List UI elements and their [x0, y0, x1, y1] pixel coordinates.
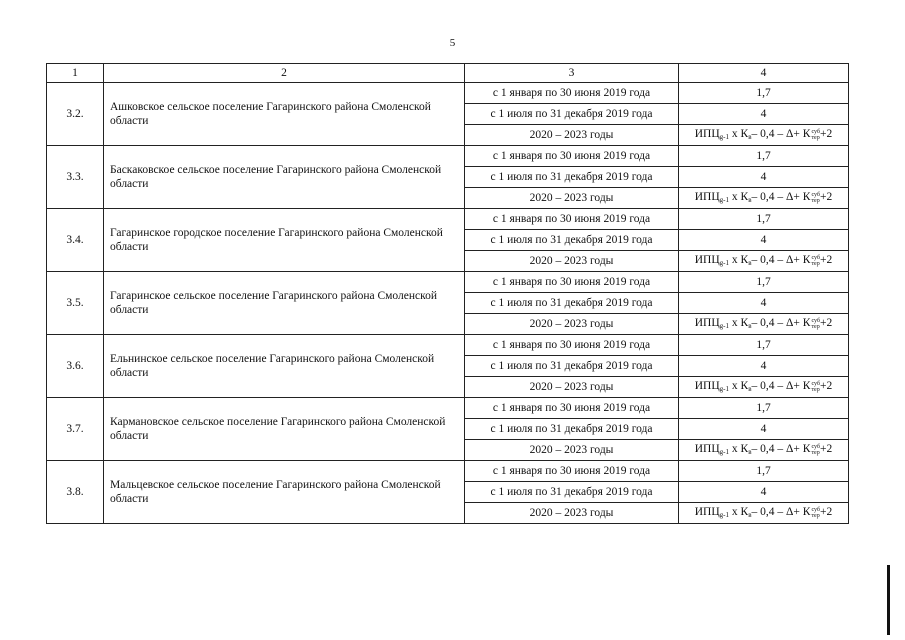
- formula-ipc: ИПЦ: [694, 380, 720, 393]
- settlement-name: Ельнинское сельское поселение Гагаринского района Смоленской области: [104, 335, 465, 398]
- formula-ipc: ИПЦ: [694, 191, 720, 204]
- formula-k2-sub: тер: [811, 450, 820, 457]
- formula-k2-indices: [811, 318, 820, 330]
- formula-ipc-sub: g-1: [719, 448, 730, 457]
- formula-cell: [679, 314, 849, 335]
- table-row: [47, 335, 849, 356]
- formula-tail: +2: [820, 317, 833, 330]
- formula-k2-indices: [811, 381, 820, 393]
- formula-cell: [679, 125, 849, 146]
- formula-tail: +2: [820, 128, 833, 141]
- formula-k-sub: в: [748, 133, 752, 142]
- table-row: [47, 272, 849, 293]
- formula-k-sub: в: [748, 322, 752, 331]
- formula-k2-indices: [811, 507, 820, 519]
- period-cell: с 1 января по 30 июня 2019 года: [465, 272, 679, 293]
- formula-rest: – 0,4 – Δ+ К: [751, 317, 811, 330]
- formula-k2-indices: [811, 192, 820, 204]
- formula-mult: х К: [731, 254, 749, 267]
- formula-ipc: ИПЦ: [694, 443, 720, 456]
- formula-rest: – 0,4 – Δ+ К: [751, 380, 811, 393]
- period-cell: 2020 – 2023 годы: [465, 125, 679, 146]
- period-cell: с 1 января по 30 июня 2019 года: [465, 209, 679, 230]
- formula-k2-sup: суб: [811, 507, 820, 514]
- column-header: 1: [47, 64, 104, 83]
- formula-k2-sub: тер: [811, 324, 820, 331]
- formula-rest: – 0,4 – Δ+ К: [751, 254, 811, 267]
- value-cell: 1,7: [679, 398, 849, 419]
- period-cell: с 1 июля по 31 декабря 2019 года: [465, 167, 679, 188]
- page-number: 5: [449, 37, 456, 49]
- formula-ipc-sub: g-1: [719, 196, 730, 205]
- row-number: 3.5.: [47, 272, 104, 335]
- value-cell: 4: [679, 104, 849, 125]
- formula-ipc: ИПЦ: [694, 128, 720, 141]
- formula-cell: [679, 188, 849, 209]
- row-number: 3.6.: [47, 335, 104, 398]
- formula-mult: х К: [731, 128, 749, 141]
- period-cell: 2020 – 2023 годы: [465, 251, 679, 272]
- formula-cell: [679, 251, 849, 272]
- formula-mult: х К: [731, 191, 749, 204]
- formula-k-sub: в: [748, 385, 752, 394]
- formula-mult: х К: [731, 380, 749, 393]
- value-cell: 1,7: [679, 335, 849, 356]
- tariff-table: [46, 63, 849, 524]
- row-number: 3.8.: [47, 461, 104, 524]
- formula-rest: – 0,4 – Δ+ К: [751, 191, 811, 204]
- formula-k2-sup: суб: [811, 192, 820, 199]
- formula-tail: +2: [820, 506, 833, 519]
- period-cell: 2020 – 2023 годы: [465, 188, 679, 209]
- row-number: 3.7.: [47, 398, 104, 461]
- settlement-name: Ашковское сельское поселение Гагаринского района Смоленской области: [104, 83, 465, 146]
- value-cell: 4: [679, 356, 849, 377]
- period-cell: 2020 – 2023 годы: [465, 440, 679, 461]
- formula-cell: [679, 503, 849, 524]
- value-cell: 4: [679, 230, 849, 251]
- formula-k2-sub: тер: [811, 387, 820, 394]
- column-header: 4: [679, 64, 849, 83]
- formula-k2-sup: суб: [811, 444, 820, 451]
- value-cell: 1,7: [679, 272, 849, 293]
- formula-tail: +2: [820, 254, 833, 267]
- row-number: 3.2.: [47, 83, 104, 146]
- formula-ipc-sub: g-1: [719, 259, 730, 268]
- formula-rest: – 0,4 – Δ+ К: [751, 443, 811, 456]
- formula-k2-sub: тер: [811, 135, 820, 142]
- formula-ipc-sub: g-1: [719, 133, 730, 142]
- table-row: [47, 83, 849, 104]
- formula-mult: х К: [731, 506, 749, 519]
- formula-ipc-sub: g-1: [719, 385, 730, 394]
- formula-k2-sup: суб: [811, 255, 820, 262]
- table-row: [47, 209, 849, 230]
- period-cell: с 1 июля по 31 декабря 2019 года: [465, 293, 679, 314]
- period-cell: с 1 января по 30 июня 2019 года: [465, 461, 679, 482]
- column-header: 2: [104, 64, 465, 83]
- period-cell: с 1 июля по 31 декабря 2019 года: [465, 419, 679, 440]
- table-row: [47, 461, 849, 482]
- formula-ipc: ИПЦ: [694, 254, 720, 267]
- formula-mult: х К: [731, 443, 749, 456]
- formula-k2-sub: тер: [811, 198, 820, 205]
- formula-tail: +2: [820, 191, 833, 204]
- period-cell: 2020 – 2023 годы: [465, 503, 679, 524]
- settlement-name: Баскаковское сельское поселение Гагаринского района Смоленской области: [104, 146, 465, 209]
- value-cell: 4: [679, 167, 849, 188]
- period-cell: с 1 января по 30 июня 2019 года: [465, 83, 679, 104]
- period-cell: с 1 июля по 31 декабря 2019 года: [465, 230, 679, 251]
- formula-ipc-sub: g-1: [719, 511, 730, 520]
- value-cell: 1,7: [679, 209, 849, 230]
- formula-k2-indices: [811, 444, 820, 456]
- formula-k-sub: в: [748, 196, 752, 205]
- value-cell: 4: [679, 293, 849, 314]
- formula-mult: х К: [731, 317, 749, 330]
- formula-k2-sup: суб: [811, 318, 820, 325]
- value-cell: 4: [679, 482, 849, 503]
- settlement-name: Кармановское сельское поселение Гагаринского района Смоленской области: [104, 398, 465, 461]
- table-row: [47, 146, 849, 167]
- column-header: 3: [465, 64, 679, 83]
- period-cell: с 1 июля по 31 декабря 2019 года: [465, 104, 679, 125]
- formula-k2-indices: [811, 129, 820, 141]
- table-header-row: [47, 64, 849, 83]
- period-cell: с 1 января по 30 июня 2019 года: [465, 146, 679, 167]
- formula-rest: – 0,4 – Δ+ К: [751, 506, 811, 519]
- formula-k2-sub: тер: [811, 513, 820, 520]
- formula-tail: +2: [820, 443, 833, 456]
- formula-ipc: ИПЦ: [694, 506, 720, 519]
- formula-k2-sub: тер: [811, 261, 820, 268]
- value-cell: 1,7: [679, 146, 849, 167]
- period-cell: с 1 июля по 31 декабря 2019 года: [465, 356, 679, 377]
- settlement-name: Мальцевское сельское поселение Гагаринского района Смоленской области: [104, 461, 465, 524]
- formula-rest: – 0,4 – Δ+ К: [751, 128, 811, 141]
- period-cell: 2020 – 2023 годы: [465, 314, 679, 335]
- table-row: [47, 398, 849, 419]
- period-cell: с 1 января по 30 июня 2019 года: [465, 398, 679, 419]
- value-cell: 1,7: [679, 461, 849, 482]
- period-cell: 2020 – 2023 годы: [465, 377, 679, 398]
- settlement-name: Гагаринское сельское поселение Гагаринского района Смоленской области: [104, 272, 465, 335]
- formula-ipc: ИПЦ: [694, 317, 720, 330]
- period-cell: с 1 января по 30 июня 2019 года: [465, 335, 679, 356]
- scan-edge-mark: [887, 565, 890, 635]
- settlement-name: Гагаринское городское поселение Гагаринского района Смоленской области: [104, 209, 465, 272]
- formula-k-sub: в: [748, 259, 752, 268]
- period-cell: с 1 июля по 31 декабря 2019 года: [465, 482, 679, 503]
- value-cell: 4: [679, 419, 849, 440]
- row-number: 3.4.: [47, 209, 104, 272]
- formula-ipc-sub: g-1: [719, 322, 730, 331]
- formula-k2-sup: суб: [811, 129, 820, 136]
- formula-k-sub: в: [748, 448, 752, 457]
- formula-tail: +2: [820, 380, 833, 393]
- formula-k2-sup: суб: [811, 381, 820, 388]
- formula-cell: [679, 440, 849, 461]
- formula-k-sub: в: [748, 511, 752, 520]
- formula-k2-indices: [811, 255, 820, 267]
- formula-cell: [679, 377, 849, 398]
- value-cell: 1,7: [679, 83, 849, 104]
- row-number: 3.3.: [47, 146, 104, 209]
